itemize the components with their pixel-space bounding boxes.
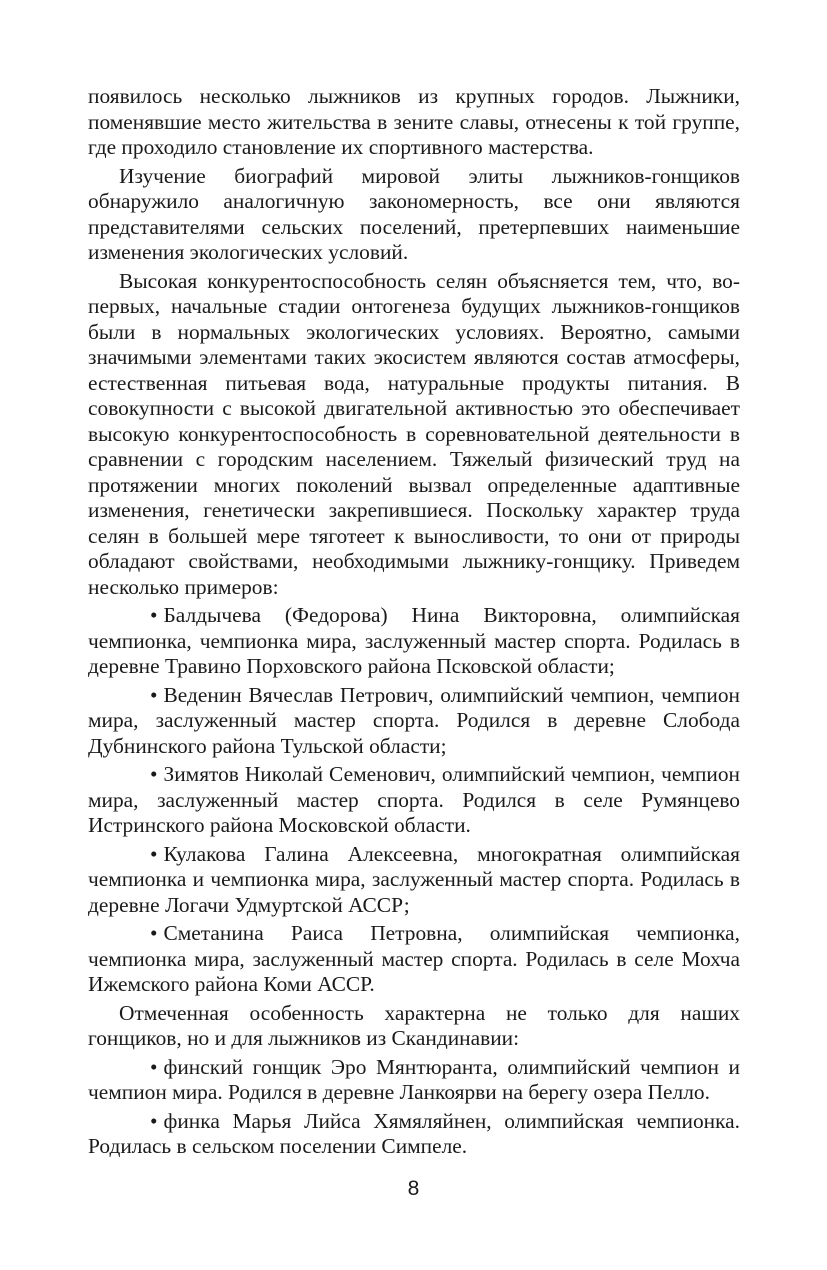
bullet-icon: • [150, 682, 158, 707]
bullet-text: Балдычева (Федорова) Нина Викторовна, олимпийская чемпионка, чемпионка мира, заслуженный мастер спорта. Родилась в деревне Травино Порховского района Псковской области; [88, 603, 740, 678]
bullet-item [88, 762, 740, 839]
bullet-icon: • [150, 603, 158, 627]
bullet-item [88, 921, 740, 998]
bullet-text: Кулакова Галина Алексеевна, многократная олимпийская чемпионка и чемпионка мира, заслуженный мастер спорта. Родилась в деревне Логачи Удмуртской АССР; [88, 841, 740, 917]
bullet-text: Веденин Вячеслав Петрович, олимпийский чемпион, чемпион мира, заслуженный мастер спорта. Родился в деревне Слобода Дубнинского района Тульской области; [88, 682, 740, 758]
bullet-text: Сметанина Раиса Петровна, олимпийская чемпионка, чемпионка мира, заслуженный мастер спорта. Родилась в селе Мохча Ижемского района Коми АССР. [88, 921, 740, 996]
bullet-item [88, 603, 740, 680]
bullet-item [88, 842, 740, 919]
bullet-icon: • [150, 1108, 158, 1133]
bullet-icon: • [150, 841, 158, 866]
bullet-icon: • [150, 762, 158, 786]
page-body [88, 84, 740, 1163]
bullet-text: финка Марья Лийса Хямяляйнен, олимпийская чемпионка. Родилась в сельском поселении Симпеле. [88, 1108, 740, 1158]
paragraph: Отмеченная особенность характерна не только для наших гонщиков, но и для лыжников из Скандинавии: [88, 1000, 740, 1050]
bullet-item [88, 683, 740, 760]
bullet-icon: • [150, 1054, 158, 1079]
bullet-item [88, 1109, 740, 1160]
bullet-text: финский гонщик Эро Мянтюранта, олимпийский чемпион и чемпион мира. Родился в деревне Ланкоярви на берегу озера Пелло. [88, 1054, 740, 1104]
page-number: 8 [407, 1177, 420, 1200]
bullet-icon: • [150, 921, 158, 945]
paragraph: появилось несколько лыжников из крупных городов. Лыжники, поменявшие место жительства в зените славы, отнесены к той группе, где проходило становление их спортивного мастерства. [88, 84, 740, 159]
paragraph: Высокая конкурентоспособность селян объясняется тем, что, во-первых, начальные стадии онтогенеза будущих лыжников-гонщиков были в нормальных экологических условиях. Вероятно, самыми значимыми элементами таких экосистем являются состав атмосферы, естественная питьевая вода, натуральные продукты питания. В совокупности с высокой двигательной активностью это обеспечивает высокую конкурентоспособность в соревновательной деятельности в сравнении с городским населением. Тяжелый физический труд на протяжении многих поколений вызвал определенные адаптивные изменения, генетически закрепившиеся. Поскольку характер труда селян в большей мере тяготеет к выносливости, то они от природы обладают свойствами, необходимыми лыжнику-гонщику. Приведем несколько примеров: [88, 268, 740, 599]
bullet-text: Зимятов Николай Семенович, олимпийский чемпион, чемпион мира, заслуженный мастер спорта. Родился в селе Румянцево Истринского района Московской области. [88, 762, 740, 837]
bullet-item [88, 1055, 740, 1106]
paragraph: Изучение биографий мировой элиты лыжников-гонщиков обнаружило аналогичную закономерность, все они являются представителями сельских поселений, претерпевших наименьшие изменения экологических условий. [88, 163, 740, 264]
